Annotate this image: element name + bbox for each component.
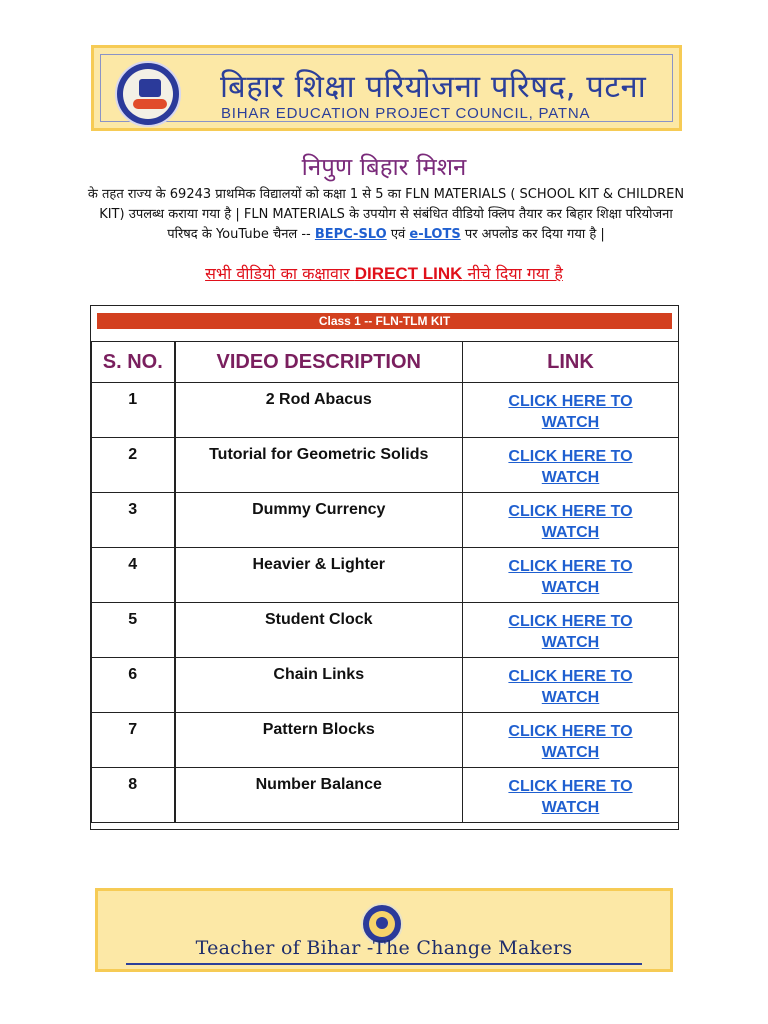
direct-link-note-after: नीचे दिया गया है: [462, 264, 563, 283]
intro-text-before: के तहत राज्य के 69243 प्राथमिक विद्यालयों को कक्षा 1 से 5 का FLN MATERIALS ( SCHOOL KIT & CHILDREN KIT) उपलब्ध कराया गया है | FLN MATERIALS के उपयोग से संबंधित वीडियो क्लिप तैयार कर बिहार शिक्षा परियोजना परिषद के YouTube चैनल --: [87, 187, 685, 242]
row-link-cell: [463, 768, 679, 823]
watch-link-line1: CLICK HERE TO: [508, 558, 633, 575]
row-description: Number Balance: [175, 768, 463, 823]
tagline-underline: [126, 963, 642, 965]
watch-link[interactable]: [508, 556, 632, 598]
row-sno: 4: [92, 548, 175, 603]
direct-link-note-before: सभी वीडियो का कक्षावार: [205, 264, 355, 283]
table-row: [92, 548, 679, 603]
table-row: [92, 713, 679, 768]
org-name-hindi: बिहार शिक्षा परियोजना परिषद, पटना: [220, 69, 647, 105]
watch-link-line2: WATCH: [541, 414, 600, 431]
watch-link-line2: WATCH: [541, 524, 600, 541]
row-sno: 5: [92, 603, 175, 658]
header-description: VIDEO DESCRIPTION: [175, 342, 463, 383]
header-inner-frame: [100, 54, 673, 122]
row-description: Tutorial for Geometric Solids: [175, 438, 463, 493]
row-description: Chain Links: [175, 658, 463, 713]
footer-tagline: Teacher of Bihar -The Change Makers: [195, 937, 573, 959]
table-row: [92, 383, 679, 438]
table-row: [92, 603, 679, 658]
watch-link[interactable]: [508, 611, 632, 653]
row-sno: 8: [92, 768, 175, 823]
watch-link-line1: CLICK HERE TO: [508, 448, 633, 465]
watch-link-line2: WATCH: [541, 744, 600, 761]
header-banner: [91, 45, 682, 131]
table-header-row: [92, 342, 679, 383]
row-link-cell: [463, 603, 679, 658]
watch-link-line1: CLICK HERE TO: [508, 668, 633, 685]
table-row: [92, 493, 679, 548]
footer-banner: [95, 888, 673, 972]
row-description: Dummy Currency: [175, 493, 463, 548]
row-sno: 7: [92, 713, 175, 768]
header-sno: S. NO.: [92, 342, 175, 383]
video-table-frame: [90, 305, 679, 830]
watch-link-line1: CLICK HERE TO: [508, 723, 633, 740]
watch-link-line2: WATCH: [541, 634, 600, 651]
intro-text-middle: एवं: [386, 227, 410, 242]
table-row: [92, 768, 679, 823]
row-link-cell: [463, 438, 679, 493]
watch-link[interactable]: [508, 501, 632, 543]
row-link-cell: [463, 383, 679, 438]
watch-link-line2: WATCH: [541, 469, 600, 486]
intro-text-after: पर अपलोड कर दिया गया है |: [460, 227, 605, 242]
video-table: [91, 341, 679, 823]
row-description: Student Clock: [175, 603, 463, 658]
watch-link[interactable]: [508, 446, 632, 488]
watch-link-line1: CLICK HERE TO: [508, 778, 633, 795]
e-lots-link[interactable]: e-LOTS: [409, 227, 461, 242]
table-row: [92, 658, 679, 713]
watch-link[interactable]: [508, 721, 632, 763]
watch-link[interactable]: [508, 776, 632, 818]
row-sno: 3: [92, 493, 175, 548]
direct-link-note-bold: DIRECT LINK: [354, 264, 463, 283]
watch-link-line1: CLICK HERE TO: [508, 613, 633, 630]
direct-link-note: [0, 262, 768, 284]
mission-title: निपुण बिहार मिशन: [301, 153, 467, 181]
header-link: LINK: [463, 342, 679, 383]
row-link-cell: [463, 713, 679, 768]
row-link-cell: [463, 658, 679, 713]
class-title-bar: Class 1 -- FLN-TLM KIT: [97, 313, 672, 329]
watch-link[interactable]: [508, 666, 632, 708]
bepc-logo-icon: [115, 61, 181, 127]
row-sno: 6: [92, 658, 175, 713]
row-description: Heavier & Lighter: [175, 548, 463, 603]
row-sno: 1: [92, 383, 175, 438]
table-row: [92, 438, 679, 493]
org-name-english: BIHAR EDUCATION PROJECT COUNCIL, PATNA: [221, 105, 591, 122]
watch-link-line1: CLICK HERE TO: [508, 503, 633, 520]
watch-link-line2: WATCH: [541, 579, 600, 596]
watch-link-line2: WATCH: [541, 799, 600, 816]
row-sno: 2: [92, 438, 175, 493]
row-link-cell: [463, 493, 679, 548]
intro-paragraph: [86, 185, 686, 245]
watch-link[interactable]: [508, 391, 632, 433]
bepc-slo-link[interactable]: BEPC-SLO: [314, 227, 387, 242]
row-description: 2 Rod Abacus: [175, 383, 463, 438]
watch-link-line2: WATCH: [541, 689, 600, 706]
row-description: Pattern Blocks: [175, 713, 463, 768]
watch-link-line1: CLICK HERE TO: [508, 393, 633, 410]
row-link-cell: [463, 548, 679, 603]
